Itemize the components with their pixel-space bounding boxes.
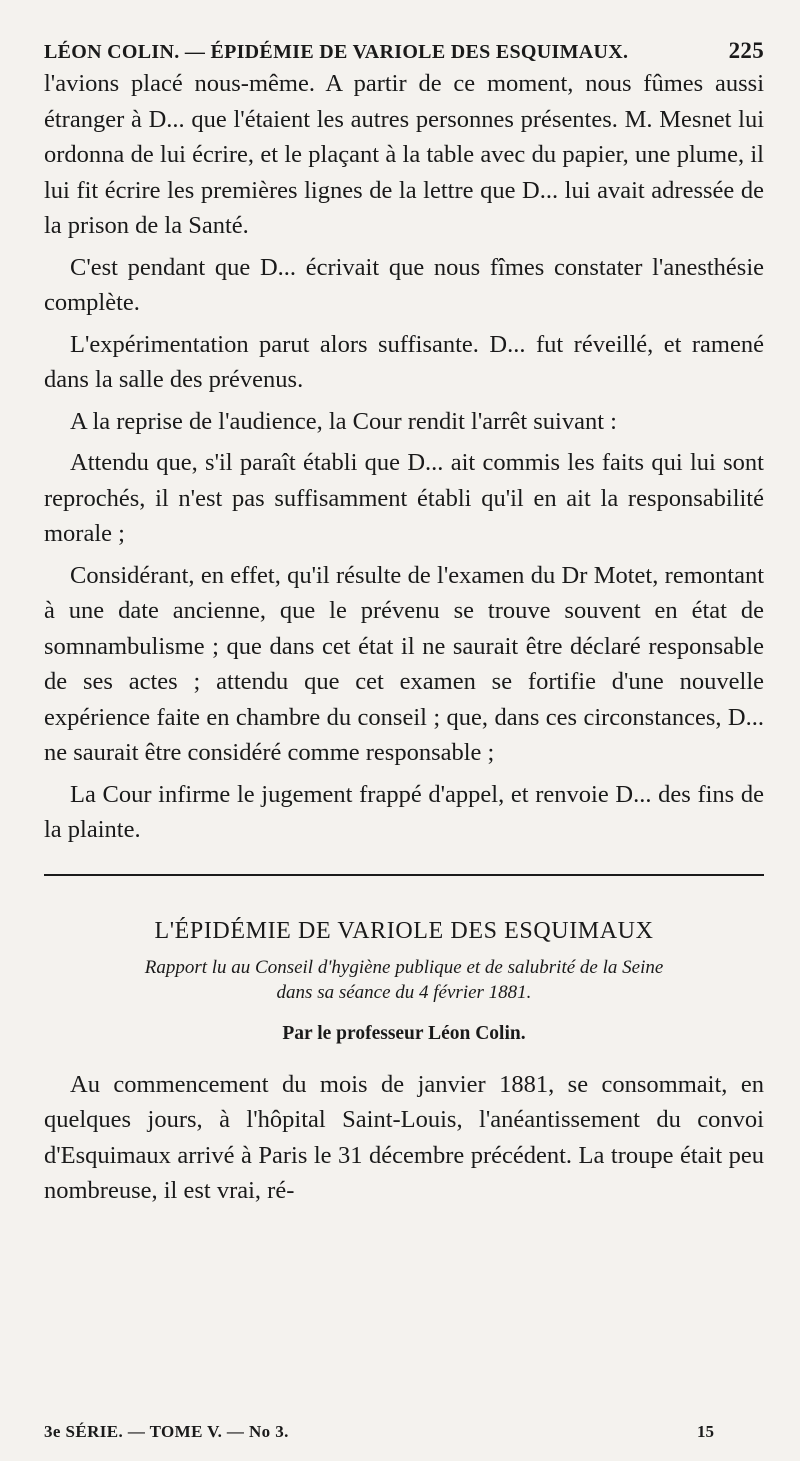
paragraph: Au commencement du mois de janvier 1881, se consommait, en quelques jours, à l'hôpital Saint-Louis, l'anéantissement du convoi d'Esquimaux arrivé à Paris le 31 décembre précédent. La troupe était peu nombreuse, il est vrai, ré- <box>44 1070 764 1204</box>
paragraph: L'expérimentation parut alors suffisante. D... fut réveillé, et ramené dans la salle des prévenus. <box>44 330 764 393</box>
article-subtitle-line-2: dans sa séance du 4 février 1881. <box>276 981 532 1003</box>
paragraph: l'avions placé nous-même. A partir de ce moment, nous fûmes aussi étranger à D... que l'étaient les autres personnes présentes. M. Mesnet lui ordonna de lui écrire, et le plaçant à la table avec du papier, une plume, il lui fit écrire les premières lignes de la lettre que D... lui avait adressée de la prison de la Santé. <box>44 70 764 239</box>
article-subtitle-line-1: Rapport lu au Conseil d'hygiène publique et de salubrité de la Seine <box>144 956 664 978</box>
paragraph: Attendu que, s'il paraît établi que D... ait commis les faits qui lui sont reprochés, il n'est pas suffisamment établi qu'il en ait la responsabilité morale ; <box>44 449 764 547</box>
section-divider <box>44 874 764 876</box>
article-author: Par le professeur Léon Colin. <box>282 1022 526 1044</box>
footer-sheet-number: 15 <box>697 1422 714 1441</box>
article-title: L'ÉPIDÉMIE DE VARIOLE DES ESQUIMAUX <box>154 917 654 944</box>
page <box>44 38 764 1209</box>
page-footer <box>44 1422 714 1442</box>
paragraph: La Cour infirme le jugement frappé d'appel, et renvoie D... des fins de la plainte. <box>44 780 764 843</box>
body-text-top <box>44 66 764 848</box>
body-text-article <box>44 1067 764 1209</box>
running-head <box>44 38 764 64</box>
footer-signature: 3e SÉRIE. — TOME V. — No 3. <box>44 1422 289 1441</box>
running-title: LÉON COLIN. — ÉPIDÉMIE DE VARIOLE DES ESQUIMAUX. <box>44 41 629 63</box>
paragraph: C'est pendant que D... écrivait que nous fîmes constater l'anesthésie complète. <box>44 253 764 316</box>
paragraph: A la reprise de l'audience, la Cour rendit l'arrêt suivant : <box>70 407 617 435</box>
paragraph: Considérant, en effet, qu'il résulte de l'examen du Dr Motet, remontant à une date ancienne, que le prévenu se trouve souvent en état de somnambulisme ; que dans cet état il ne saurait être déclaré responsable de ses actes ; attendu que cet examen se fortifie d'une nouvelle expérience faite en chambre du conseil ; que, dans ces circonstances, D... ne saurait être considéré comme responsable ; <box>44 561 764 766</box>
page-number: 225 <box>728 38 764 63</box>
